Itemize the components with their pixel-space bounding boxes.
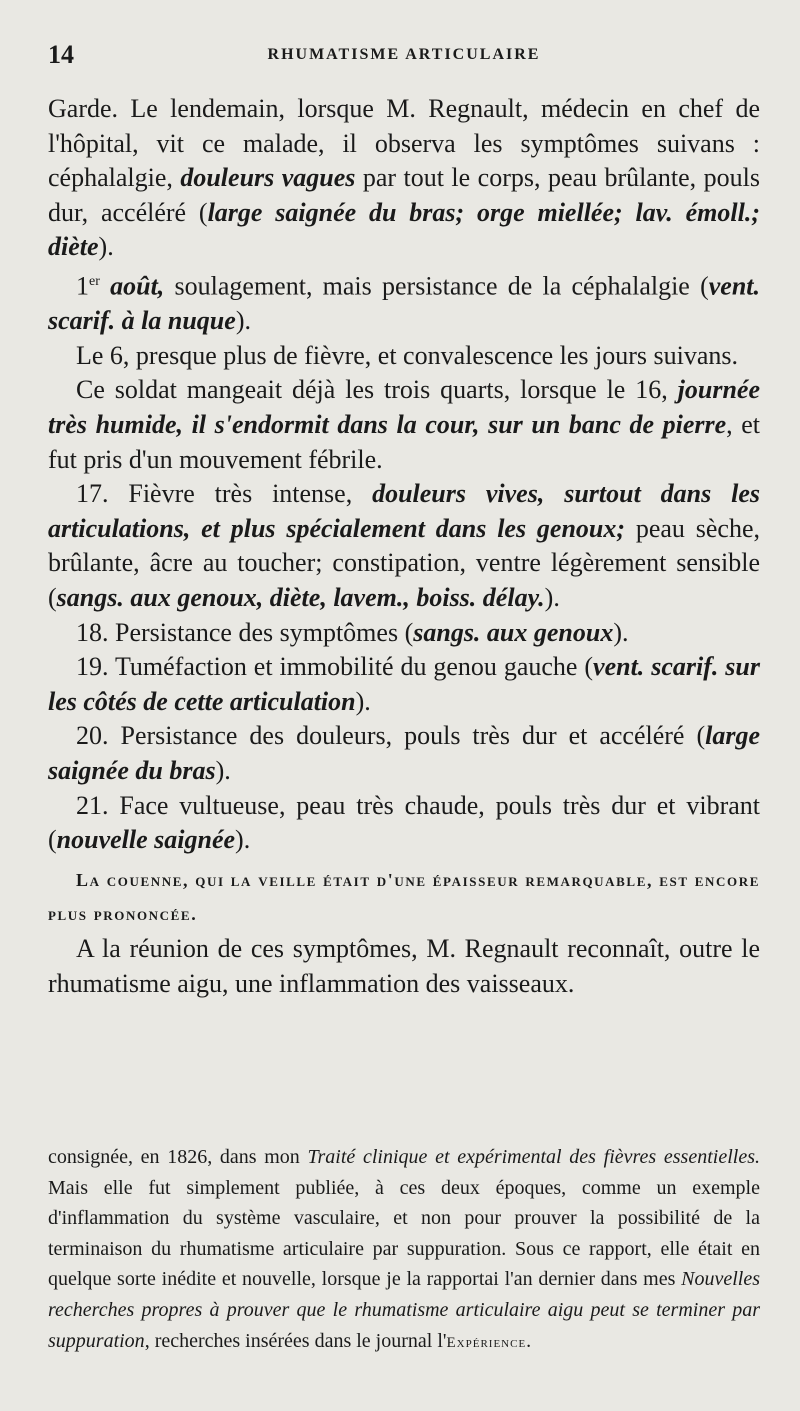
- paragraph-21: 21. Face vultueuse, peau très chaude, pouls très dur et vibrant (nouvelle saignée).: [48, 790, 760, 855]
- paragraph-1: Garde. Le lendemain, lorsque M. Regnault, médecin en chef de l'hôpital, vit ce malade, il observa les symptômes suivans : céphalalgie, douleurs vagues par tout le corps, peau brûlante, pouls dur, accéléré (large saignée du bras; orge miellée; lav. émoll.; diète).: [48, 94, 760, 262]
- footnote: [48, 1142, 760, 1358]
- paragraph-19: 19. Tuméfaction et immobilité du genou gauche (vent. scarif. sur les côtés de cette articulation).: [48, 652, 760, 716]
- main-text: [48, 92, 760, 1001]
- footnote-text: consignée, en 1826, dans mon Traité clinique et expérimental des fièvres essentielles. Mais elle fut simplement publiée, à ces deux époques, comme un exemple d'inflammation du système vasculaire, et non pour prouver la possibilité de la terminaison du rhumatisme articulaire par suppuration. Sous ce rapport, elle était en quelque sorte inédite et nouvelle, lorsque je la rapportai l'an dernier dans mes Nouvelles recherches propres à prouver que le rhumatisme articulaire aigu peut se terminer par suppuration, recherches insérées dans le journal l'Expérience.: [48, 1146, 760, 1352]
- paragraph-couenne: La couenne, qui la veille était d'une épaisseur remarquable, est encore plus prononcée.: [48, 869, 760, 925]
- paragraph-reunion: A la réunion de ces symptômes, M. Regnault reconnaît, outre le rhumatisme aigu, une inflammation des vaisseaux.: [48, 933, 760, 998]
- page-number: 14: [48, 40, 74, 69]
- paragraph-20: 20. Persistance des douleurs, pouls très dur et accéléré (large saignée du bras).: [48, 721, 760, 785]
- running-title: RHUMATISME ARTICULAIRE: [267, 46, 541, 63]
- paragraph-soldat: Ce soldat mangeait déjà les trois quarts, lorsque le 16, journée très humide, il s'endormit dans la cour, sur un banc de pierre, et fut pris d'un mouvement fébrile.: [48, 375, 761, 474]
- paragraph-17: 17. Fièvre très intense, douleurs vives, surtout dans les articulations, et plus spécialement dans les genoux; peau sèche, brûlante, âcre au toucher; constipation, ventre légèrement sensible (sangs. aux genoux, diète, lavem., boiss. délay.).: [48, 479, 760, 612]
- paragraph-aout: 1er août, soulagement, mais persistance de la céphalalgie (vent. scarif. à la nuque).: [48, 271, 760, 336]
- journal-name: Expérience: [446, 1334, 527, 1351]
- paragraph-le-6: Le 6, presque plus de fièvre, et convalescence les jours suivans.: [76, 340, 739, 370]
- page-header: [48, 40, 760, 74]
- paragraph-18: 18. Persistance des symptômes (sangs. aux genoux).: [76, 617, 629, 647]
